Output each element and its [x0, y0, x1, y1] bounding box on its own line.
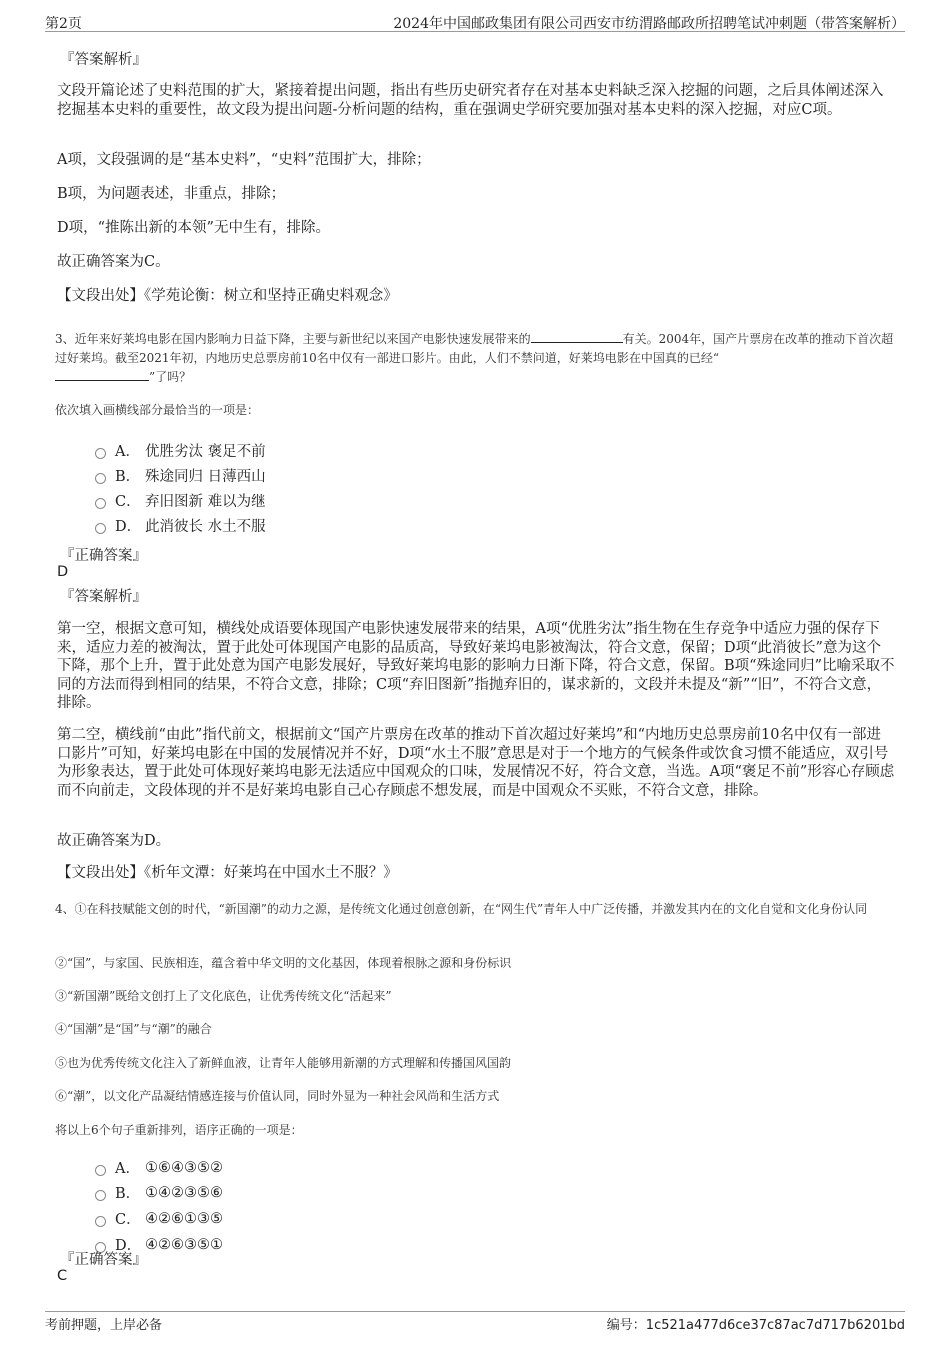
q3-analysis-paragraph-1: 第一空，根据文意可知，横线处成语要体现国产电影快速发展带来的结果，A项“优胜劣汰”指生物在生存竞争中适应力强的保存下来，适应力差的被淘汰，置于此处可体现国产电影的品质高，导致好莱坞电影被淘汰，符合文意，保留；D项“此消彼长”意为这个下降，那个上升，置于此处意为国产电影发展好，导致好莱坞电影的影响力日渐下降，符合文意，保留。B项“殊途同归”比喻采取不同的方法而得到相同的结果，不符合文意，排除；C项“弃旧图新”指抛弃旧的，谋求新的，文段并未提及“新”“旧”，不符合文意，排除。 — [57, 621, 895, 711]
q2-conclusion: 故正确答案为C。 — [57, 254, 170, 270]
q3-analysis-paragraph-2: 第二空，横线前“由此”指代前文，根据前文“国产片票房在改革的推动下首次超过好莱坞”和“内地历史总票房前10名中仅有一部进口影片”可知，好莱坞电影在中国的发展情况并不好，D项“水土不服”意思是对于一个地方的气候条件或饮食习惯不能适应，双引号为形象表达，置于此处可体现好莱坞电影无法适应中国观众的口味，发展情况不好，符合文意，当选。A项“褒足不前”形容心存顾虑而不向前走，文段体现的并不是好莱坞电影自己心存顾虑不想发展，而是中国观众不买账，不符合文意，排除。 — [57, 727, 895, 799]
analysis-label: 『答案解析』 — [60, 52, 147, 68]
q4-answer: C — [57, 1268, 68, 1284]
radio-icon[interactable] — [95, 1216, 106, 1227]
q2-analysis-d: D项，“推陈出新的本领”无中生有，排除。 — [57, 220, 330, 236]
footer-divider — [45, 1311, 905, 1312]
q3-stem — [55, 330, 897, 387]
radio-icon[interactable] — [95, 1190, 106, 1201]
q3-analysis-label: 『答案解析』 — [60, 589, 147, 605]
q4-answer-label: 『正确答案』 — [60, 1252, 147, 1268]
page-number: 第2页 — [45, 16, 82, 32]
q4-prompt: 将以上6个句子重新排列，语序正确的一项是： — [55, 1123, 303, 1137]
footer-slogan: 考前押题，上岸必备 — [45, 1318, 163, 1333]
document-title: 2024年中国邮政集团有限公司西安市纺渭路邮政所招聘笔试冲刺题（带答案解析） — [393, 16, 905, 32]
q3-stem-part3: ”了吗？ — [149, 370, 192, 384]
header-divider — [45, 31, 905, 32]
q4-option-d[interactable]: D． ④②⑥③⑤① — [95, 1234, 223, 1255]
q3-answer: D — [57, 564, 69, 580]
q4-option-c[interactable]: C． ④②⑥①③⑤ — [95, 1208, 223, 1229]
q4-option-b[interactable]: B． ①④②③⑤⑥ — [95, 1182, 223, 1203]
q3-answer-label: 『正确答案』 — [60, 548, 147, 564]
q4-sentence-2: ②“国”，与家国、民族相连，蕴含着中华文明的文化基因，体现着根脉之源和身份标识 — [55, 956, 512, 970]
radio-icon[interactable] — [95, 523, 106, 534]
q4-sentence-4: ④“国潮”是“国”与“潮”的融合 — [55, 1022, 212, 1036]
q4-sentence-1: 4、①在科技赋能文创的时代，“新国潮”的动力之源，是传统文化通过创意创新，在“网生代”青年人中广泛传播，并激发其内在的文化自觉和文化身份认同 — [55, 902, 868, 916]
q3-option-a[interactable]: A． 优胜劣汰 褒足不前 — [95, 440, 266, 461]
radio-icon[interactable] — [95, 498, 106, 509]
q3-source: 【文段出处】《析年文潭：好莱坞在中国水土不服？》 — [57, 865, 398, 881]
q2-source: 【文段出处】《学苑论衡：树立和坚持正确史料观念》 — [57, 288, 398, 304]
q3-option-b[interactable]: B． 殊途同归 日薄西山 — [95, 465, 266, 486]
document-code — [607, 1314, 905, 1333]
q4-sentence-6: ⑥“潮”，以文化产品凝结情感连接与价值认同，同时外显为一种社会风尚和生活方式 — [55, 1089, 500, 1103]
q3-blank-2 — [55, 369, 149, 381]
code-label: 编号： — [606, 1318, 646, 1333]
q2-analysis-b: B项，为问题表述，非重点，排除； — [57, 186, 286, 202]
radio-icon[interactable] — [95, 1165, 106, 1176]
q4-option-a[interactable]: A． ①⑥④③⑤② — [95, 1157, 223, 1178]
q4-sentence-5: ⑤也为优秀传统文化注入了新鲜血液，让青年人能够用新潮的方式理解和传播国风国韵 — [55, 1056, 512, 1070]
q3-blank-1 — [531, 331, 623, 343]
q3-conclusion: 故正确答案为D。 — [57, 833, 171, 849]
radio-icon[interactable] — [95, 448, 106, 459]
q3-stem-part2: 有关。2004年，国产片票房在改革的推动下首次超过好莱坞。截至2021年初，内地历史总票房前10名中仅有一部进口影片。由此，人们不禁问道，好莱坞电影在中国真的已经“ — [55, 332, 894, 365]
radio-icon[interactable] — [95, 473, 106, 484]
q2-analysis-a: A项，文段强调的是“基本史料”，“史料”范围扩大，排除； — [57, 152, 431, 168]
q3-option-c[interactable]: C． 弃旧图新 难以为继 — [95, 490, 266, 511]
q2-analysis-paragraph: 文段开篇论述了史料范围的扩大，紧接着提出问题，指出有些历史研究者存在对基本史料缺乏深入挖掘的问题，之后具体阐述深入挖掘基本史料的重要性，故文段为提出问题-分析问题的结构，重在强调史学研究要加强对基本史料的深入挖掘，对应C项。 — [57, 83, 884, 118]
q4-sentence-3: ③“新国潮”既给文创打上了文化底色，让优秀传统文化“活起来” — [55, 989, 392, 1003]
q3-option-d[interactable]: D． 此消彼长 水土不服 — [95, 515, 266, 536]
q3-prompt: 依次填入画横线部分最恰当的一项是： — [55, 403, 260, 417]
code-value: 1c521a477d6ce37c87ac7d717b6201bd — [645, 1318, 905, 1333]
q3-stem-part1: 3、近年来好莱坞电影在国内影响力日益下降，主要与新世纪以来国产电影快速发展带来的 — [55, 332, 531, 346]
